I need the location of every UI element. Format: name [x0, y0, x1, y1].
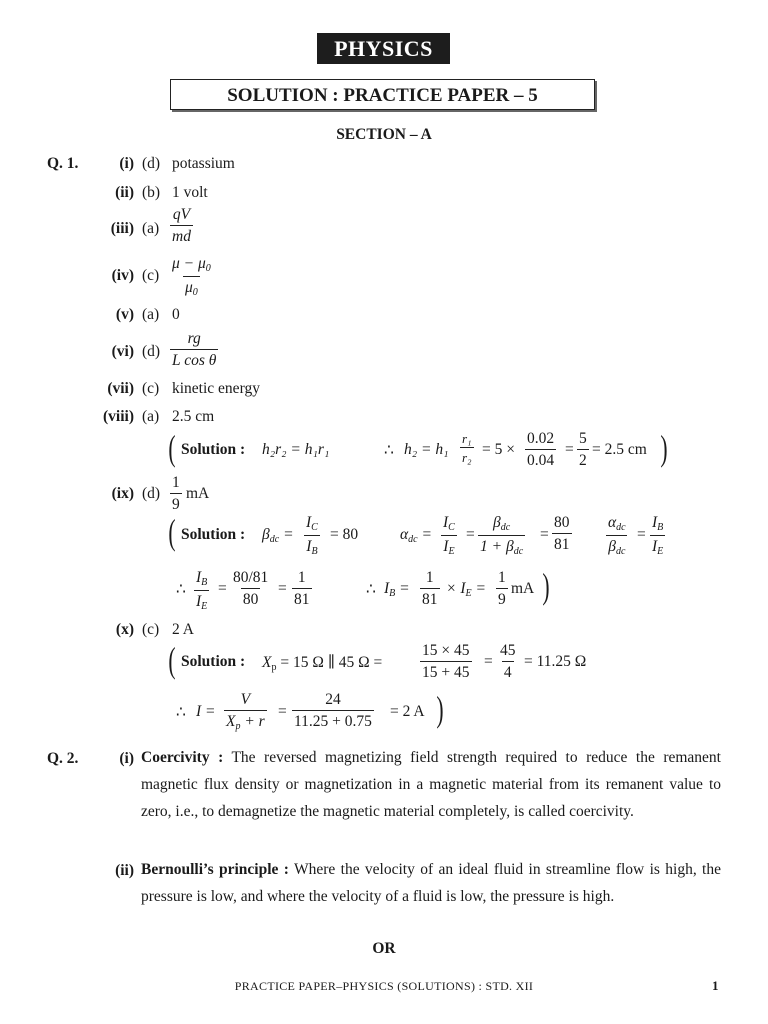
- page-number: 1: [712, 978, 719, 993]
- q1-x-frac-15x45: 15 × 45 15 + 45: [422, 642, 470, 681]
- q1-i-number: (i): [119, 155, 134, 172]
- therefore-icon: ∴: [384, 442, 394, 459]
- q1-ii-answer: 1 volt: [172, 184, 208, 201]
- q1-i-option: (d): [142, 155, 161, 172]
- q1-ix-answer-fraction: 1 9: [172, 474, 180, 513]
- paper-title: SOLUTION : PRACTICE PAPER – 5: [170, 79, 595, 110]
- q1-ix-solution-label: Solution :: [181, 526, 246, 543]
- q1-viii-mid: = 5 ×: [482, 441, 515, 458]
- q1-iii-number: (iii): [110, 220, 134, 237]
- q1-ix-l2-frac-1-81b: 1 81: [422, 569, 438, 608]
- q1-x-xp: $X_p = 15$ Ω ∥ 45 Ω =: [262, 654, 383, 673]
- q1-x-number: (x): [115, 621, 134, 638]
- q1-vi-fraction: rg L cos θ: [172, 330, 217, 369]
- q1-viii-solution-label: Solution :: [181, 441, 246, 458]
- q1-iv-number: (iv): [111, 267, 134, 284]
- q1-viii-number: (viii): [103, 408, 134, 425]
- q1-ix-l2-unit: mA: [511, 580, 535, 597]
- q1-ix-answer-unit: mA: [186, 485, 210, 502]
- close-paren-icon: ): [436, 689, 444, 729]
- or-divider: OR: [372, 940, 396, 957]
- q1-iv-option: (c): [142, 267, 160, 284]
- therefore-icon: ∴: [176, 581, 186, 598]
- section-heading: SECTION – A: [336, 126, 432, 143]
- open-paren-icon: (: [168, 428, 176, 468]
- q1-vii-number: (vii): [107, 380, 134, 397]
- question-1-label: Q. 1.: [47, 155, 79, 172]
- q1-ix-beta: $\beta_{dc}$ =: [262, 526, 294, 545]
- q1-x-i-lhs: I =: [196, 703, 216, 720]
- q1-ix-l2-times: × $I_E$ =: [446, 580, 486, 599]
- q1-ix-frac-80-81: 80 81: [554, 514, 570, 553]
- q1-ix-option: (d): [142, 485, 161, 502]
- q1-vii-option: (c): [142, 380, 160, 397]
- q1-x-frac-45-4: 45 4: [500, 642, 516, 681]
- q1-vi-number: (vi): [111, 343, 134, 360]
- q2-i-number: (i): [119, 750, 134, 767]
- q1-ix-frac-ib-ie: $I_B$ $I_E$: [652, 514, 664, 557]
- q1-ix-number: (ix): [111, 485, 134, 502]
- q1-iii-fraction: qV md: [172, 206, 191, 245]
- open-paren-icon: (: [168, 512, 176, 552]
- q1-i-answer: potassium: [172, 155, 235, 172]
- footer-text: PRACTICE PAPER–PHYSICS (SOLUTIONS) : STD. XII: [234, 979, 534, 993]
- q1-ix-l2-ib: $I_B$ =: [384, 580, 410, 599]
- q1-ix-eq80: = 80: [330, 526, 359, 543]
- q1-vi-option: (d): [142, 343, 161, 360]
- q1-ix-l2-frac-80-81: 80/81 80: [233, 569, 269, 608]
- q1-ix-alpha: $\alpha_{dc}$ =: [400, 526, 432, 545]
- q1-ix-frac-beta: $\beta_{dc}$ $1 + \beta_{dc}$: [480, 514, 524, 557]
- q1-ix-l2-frac-1-81: 1 81: [294, 569, 310, 608]
- q1-viii-h2: h₂ = h₁: [404, 441, 449, 458]
- q1-viii-result: = 2.5 cm: [592, 441, 647, 458]
- q1-ii-option: (b): [142, 184, 161, 201]
- q1-ix-l2-frac-1-9: 1 9: [498, 569, 506, 608]
- q1-x-answer: 2 A: [172, 621, 194, 638]
- q1-viii-eq1: h₂r₂ = h₁r₁: [262, 441, 330, 458]
- therefore-icon: ∴: [176, 704, 186, 721]
- q1-ix-frac-alpha-beta: $\alpha_{dc}$ $\beta_{dc}$: [608, 514, 626, 557]
- close-paren-icon: ): [660, 428, 668, 468]
- q1-ix-l2-frac-ib-ie: $I_B$ $I_E$: [196, 569, 208, 612]
- q1-viii-answer: 2.5 cm: [172, 408, 215, 425]
- q2-i-paragraph: Coercivity : The reversed magnetizing field strength required to reduce the remanent magnetic flux density or magnetization in a magnetic material from its remanent value to zero, i.e., to demagnetize the magnetic material completely, is called coercivity.: [141, 749, 721, 820]
- q1-ix-frac-ic-ie: $I_C$ $I_E$: [443, 514, 455, 557]
- q1-ii-number: (ii): [115, 184, 134, 201]
- q1-iv-fraction: $\mu - \mu_0$ $\mu_0$: [172, 255, 211, 298]
- q1-viii-frac-r: r₁ r₂: [462, 431, 472, 465]
- open-paren-icon: (: [168, 640, 176, 680]
- q1-v-option: (a): [142, 306, 160, 323]
- q1-ix-frac-ic-ib: $I_C$ $I_B$: [306, 514, 318, 557]
- subject-banner: PHYSICS: [317, 33, 450, 64]
- q1-viii-option: (a): [142, 408, 160, 425]
- q1-x-option: (c): [142, 621, 160, 638]
- q2-ii-paragraph: Bernoulli’s principle : Where the velocity of an ideal fluid in streamline flow is high, the pressure is low, and where the velocity of a fluid is low, the pressure is high.: [141, 861, 721, 905]
- q1-x-solution-label: Solution :: [181, 653, 246, 670]
- q1-v-answer: 0: [172, 306, 180, 323]
- q1-v-number: (v): [115, 306, 134, 323]
- q1-viii-frac-5-2: 5 2: [579, 430, 587, 469]
- q1-x-result: = 11.25 Ω: [524, 653, 587, 670]
- q1-x-frac-24: 24 11.25 + 0.75: [294, 691, 372, 730]
- q2-ii-number: (ii): [115, 862, 134, 879]
- question-2-label: Q. 2.: [47, 750, 79, 767]
- q1-iii-option: (a): [142, 220, 160, 237]
- q1-x-result2: = 2 A: [390, 703, 425, 720]
- q1-viii-frac-values: 0.02 0.04: [527, 430, 555, 469]
- q1-x-frac-v: V $X_p + r$: [226, 691, 265, 732]
- q1-vii-answer: kinetic energy: [172, 380, 260, 397]
- therefore-icon: ∴: [366, 581, 376, 598]
- close-paren-icon: ): [542, 566, 550, 606]
